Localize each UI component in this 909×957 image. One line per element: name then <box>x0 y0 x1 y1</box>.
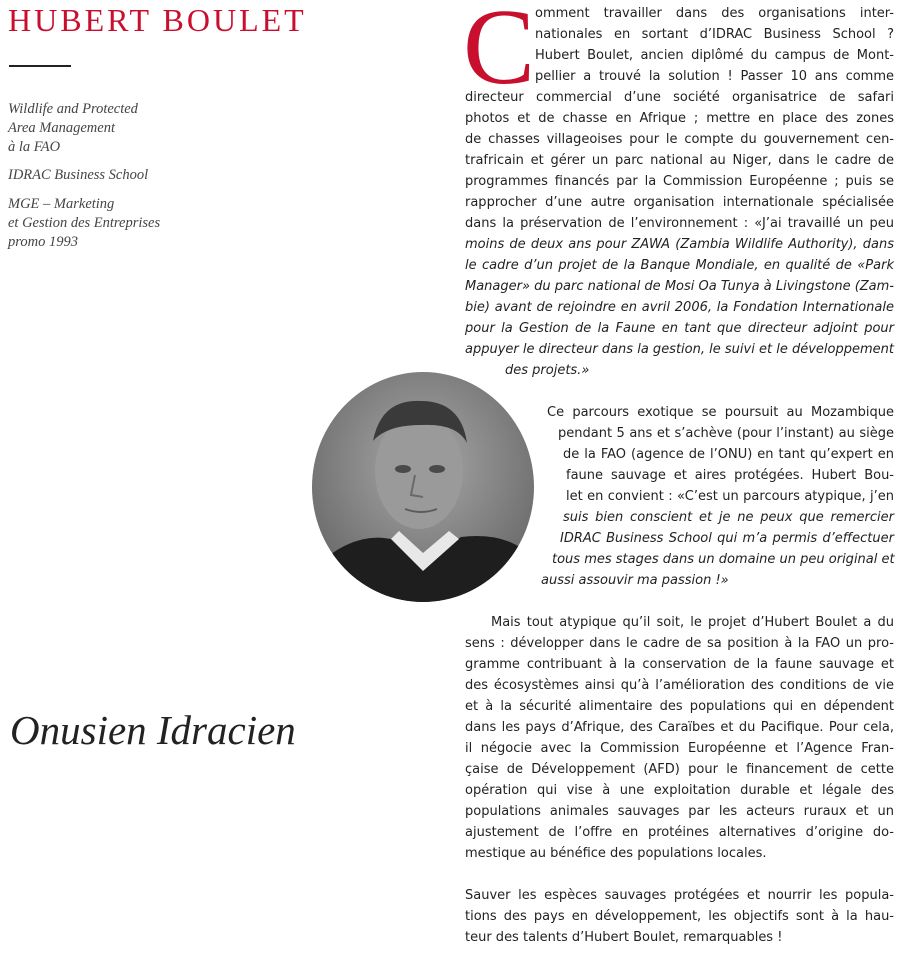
body-line: IDRAC Business School qui m’a permis d’effectuer <box>560 531 894 546</box>
body-line: opération qui vise à une exploitation durable et légale des <box>465 783 894 798</box>
body-line: rapprocher d’une autre organisation internationale spécialisée <box>465 195 894 210</box>
portrait-photo <box>311 371 535 603</box>
sidebar-role-line: Wildlife and Protected <box>8 101 138 117</box>
body-line: directeur commercial d’une société organisatrice de safari <box>465 90 894 105</box>
body-line: bie) avant de rejoindre en avril 2006, la Fondation Internationale <box>465 300 894 315</box>
body-line: çaise de Développement (AFD) pour le financement de cette <box>465 762 894 777</box>
body-line: teur des talents d’Hubert Boulet, remarquables ! <box>465 930 783 945</box>
sidebar-school <box>8 166 208 185</box>
body-line: dans les pays d’Afrique, des Caraïbes et du Pacifique. Pour cela, <box>465 720 894 735</box>
body-line: tions des pays en développement, les objectifs sont à la hau- <box>465 909 894 924</box>
sidebar-program-line: MGE – Marketing <box>8 196 115 212</box>
body-line: et à la sécurité alimentaire des populations qui en dépendent <box>465 699 894 714</box>
body-line: des écosystèmes ainsi qu’à l’amélioration des conditions de vie <box>465 678 894 693</box>
body-line: omment travailler dans des organisations inter- <box>535 6 894 21</box>
body-line: ajustement de l’offre en protéines alternatives d’origine do- <box>465 825 894 840</box>
body-line: le cadre d’un projet de la Banque Mondiale, en qualité de «Park <box>465 258 894 273</box>
body-line: mestique au bénéfice des populations locales. <box>465 846 767 861</box>
body-line: populations animales sauvages par les acteurs ruraux et un <box>465 804 894 819</box>
body-line: tous mes stages dans un domaine un peu original et <box>552 552 895 567</box>
body-line: photos et de chasse en Afrique ; mettre en place des zones <box>465 111 894 126</box>
body-line: let en convient : «C’est un parcours atypique, j’en <box>566 489 894 504</box>
body-line: de chasses villageoises pour le compte du gouvernement cen- <box>465 132 894 147</box>
body-line: Ce parcours exotique se poursuit au Mozambique <box>547 405 894 420</box>
body-line: pour la Gestion de la Faune en tant que directeur adjoint pour <box>465 321 894 336</box>
body-line: il négocie avec la Commission Européenne et l’Agence Fran- <box>465 741 894 756</box>
body-line: moins de deux ans pour ZAWA (Zambia Wildlife Authority), dans <box>465 237 894 252</box>
sidebar-role <box>8 100 208 157</box>
drop-cap: C <box>463 0 536 107</box>
sidebar-program-line: et Gestion des Entreprises <box>8 215 161 231</box>
body-line: dans la préservation de l’environnement : «J’ai travaillé un peu <box>465 216 894 231</box>
body-line: des projets.» <box>505 363 590 378</box>
title-divider <box>9 65 71 67</box>
body-line: de la FAO (agence de l’ONU) en tant qu’expert en <box>563 447 894 462</box>
sidebar-role-line: à la FAO <box>8 139 61 155</box>
body-line: gramme contribuant à la conservation de la faune sauvage et <box>465 657 894 672</box>
body-line: sens : développer dans le cadre de sa position à la FAO un pro- <box>465 636 894 651</box>
body-line: trafricain et gérer un parc national au Niger, dans le cadre de <box>465 153 894 168</box>
body-line: aussi assouvir ma passion !» <box>541 573 729 588</box>
body-line: appuyer le directeur dans la gestion, le suivi et le développement <box>465 342 894 357</box>
body-line: Manager» du parc national de Mosi Oa Tunya à Livingstone (Zam- <box>465 279 894 294</box>
body-line: programmes financés par la Commission Européenne ; puis se <box>465 174 894 189</box>
body-line: Hubert Boulet, ancien diplômé du campus de Mont- <box>535 48 894 63</box>
body-line: Mais tout atypique qu’il soit, le projet d’Hubert Boulet a du <box>491 615 894 630</box>
body-line: suis bien conscient et je ne peux que remercier <box>563 510 894 525</box>
person-name: HUBERT BOULET <box>8 2 307 38</box>
sidebar-program-line: promo 1993 <box>8 234 78 250</box>
sidebar-role-line: Area Management <box>8 120 115 136</box>
body-line: pellier a trouvé la solution ! Passer 10 ans comme <box>535 69 894 84</box>
sidebar-school-line: IDRAC Business School <box>8 167 149 183</box>
body-line: Sauver les espèces sauvages protégées et nourrir les popula- <box>465 888 894 903</box>
section-subtitle: Onusien Idracien <box>10 707 296 753</box>
sidebar-program <box>8 195 208 252</box>
body-line: nationales en sortant d’IDRAC Business School ? <box>535 27 894 42</box>
body-line: pendant 5 ans et s’achève (pour l’instant) au siège <box>558 426 894 441</box>
body-line: faune sauvage et aires protégées. Hubert Bou- <box>566 468 894 483</box>
